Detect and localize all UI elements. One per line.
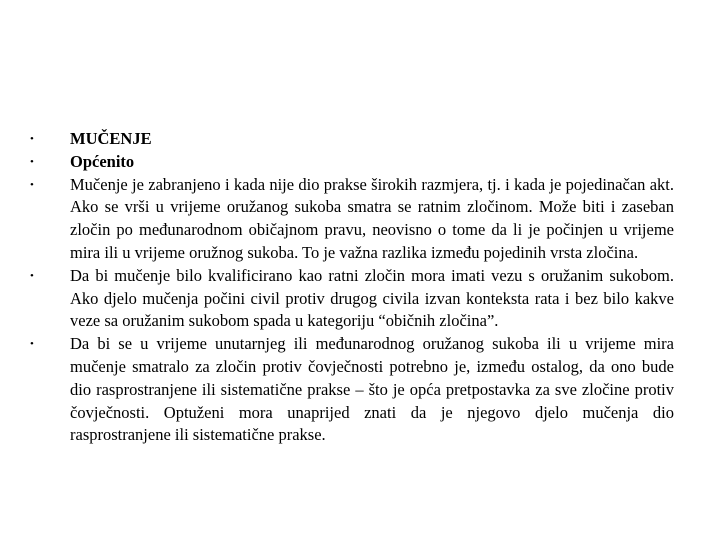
list-item — [28, 265, 674, 333]
slide-heading: MUČENJE — [70, 129, 152, 148]
bullet-icon: • — [30, 338, 34, 351]
paragraph-crime-against-humanity: Da bi se u vrijeme unutarnjeg ili međunarodnog oružanog sukoba ili u vrijeme mira mučenje smatralo za zločin protiv čovječnosti potrebno je, između ostalog, da ono bude dio rasprostranjene ili sistematične prakse – što je opća pretpostavka za sve zločine protiv čovječnosti. Optuženi mora unaprijed znati da je njegovo djelo mučenja dio rasprostranjene ili sistematične prakse. — [70, 334, 674, 445]
list-item — [28, 174, 674, 265]
list-item — [28, 128, 674, 151]
list-item — [28, 151, 674, 174]
bullet-icon: • — [30, 133, 34, 145]
list-item — [28, 333, 674, 447]
section-subheading: Općenito — [70, 151, 135, 171]
bullet-icon: • — [30, 155, 34, 168]
bullet-icon: • — [30, 269, 34, 282]
bullet-icon: • — [30, 178, 34, 191]
paragraph-definition: Mučenje je zabranjeno i kada nije dio prakse širokih razmjera, tj. i kada je pojedinačan akt. Ako se vrši u vrijeme oružanog sukoba smatra se ratnim zločinom. Može biti i zaseban zločin po međunarodnom običajnom pravu, neovisno o tome da li je počinjen u vrijeme mira ili u vrijeme oružnog sukoba. To je važna razlika između pojedinih vrsta zločina. — [70, 174, 674, 262]
bullet-list — [28, 128, 674, 447]
paragraph-war-crime: Da bi mučenje bilo kvalificirano kao ratni zločin mora imati vezu s oružanim sukobom. Ako djelo mučenja počini civil protiv drugog civila izvan konteksta rata i bez bilo kakve veze sa oružanim sukobom spada u kategoriju “običnih zločina”. — [70, 265, 674, 331]
